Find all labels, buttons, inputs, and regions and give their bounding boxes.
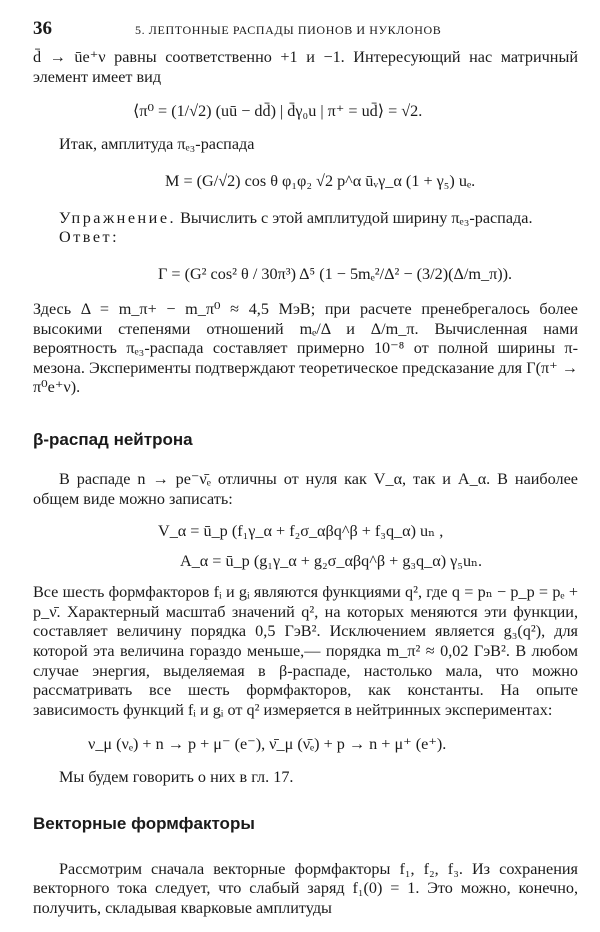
exercise-label: Упражнение. — [59, 208, 177, 227]
paragraph-vector-form-factors: Рассмотрим сначала векторные формфакторы f₁, f₂, f₃. Из сохранения векторного тока следует, что слабый заряд f₁(0) = 1. Это можно, конечно, получить, складывая кварковые амплитуды — [33, 859, 578, 918]
paragraph-intro: d̄ → ūe⁺ν равны соответственно +1 и −1. Интересующий нас матричный элемент имеет вид — [33, 48, 578, 86]
answer-label: Ответ: — [59, 228, 120, 247]
paragraph-chapter-ref: Мы будем говорить о них в гл. 17. — [59, 768, 294, 787]
paragraph-amplitude: Итак, амплитуда πₑ₃-распада — [59, 135, 255, 154]
section-heading-vector-form-factors: Векторные формфакторы — [33, 813, 255, 833]
paragraph-beta-decay: В распаде n → pe⁻ν̄ₑ отличны от нуля как V_α, так и A_α. В наиболее общем виде можно записать: — [33, 469, 578, 508]
paragraph-form-factors: Все шесть формфакторов fᵢ и gᵢ являются функциями q², где q = pₙ − p_p = pₑ + p_ν̄. Характерный масштаб значений q², на которых меняются эти функции, составляет величину порядка 0,5 ГэВ². Исключением является g₃(q²), для которой эта величина гораздо меньше,— порядка m_π² ≈ 0,02 ГэВ². В любом случае энергия, выделяемая в β-распаде, настолько мала, что можно рассматривать все шесть формфакторов, как константы. На опыте зависимость функций fᵢ и gᵢ от q² измеряется в нейтринных экспериментах: — [33, 583, 578, 719]
running-head: 5. ЛЕПТОННЫЕ РАСПАДЫ ПИОНОВ И НУКЛОНОВ — [135, 23, 442, 37]
exercise — [33, 209, 578, 229]
exercise-text: Вычислить с этой амплитудой ширину πₑ₃-распада. — [180, 208, 533, 227]
page-number: 36 — [33, 18, 52, 39]
equation-neutrino-reactions: ν_μ (νₑ) + n → p + μ⁻ (e⁻), ν̄_μ (ν̄ₑ) + p → n + μ⁺ (e⁺). — [88, 735, 447, 754]
paragraph-discussion: Здесь Δ = m_π+ − m_π⁰ ≈ 4,5 МэВ; при расчете пренебрегалось более высокими степенями отношений mₑ/Δ и Δ/m_π. Вычисленная нами вероятность πₑ₃-распада составляет примерно 10⁻⁸ от полной ширины π-мезона. Эксперименты подтверждают теоретическое предсказание для Γ(π⁺ → π⁰e⁺ν). — [33, 299, 578, 397]
equation-matrix-element: ⟨π⁰ = (1/√2) (uū − dd̄) | d̄γ₀u | π⁺ = ud̄⟩ = √2. — [133, 102, 423, 121]
equation-axial-current: A_α = ū_p (g₁γ_α + g₂σ_αβq^β + g₃q_α) γ₅uₙ. — [180, 552, 483, 571]
page — [33, 18, 578, 919]
equation-width: Γ = (G² cos² θ / 30π³) Δ⁵ (1 − 5mₑ²/Δ² − (3/2)(Δ/m_π)). — [158, 264, 513, 283]
section-heading-beta-decay: β-распад нейтрона — [33, 429, 193, 449]
equation-vector-current: V_α = ū_p (f₁γ_α + f₂σ_αβq^β + f₃q_α) uₙ , — [158, 522, 444, 541]
page-header — [33, 18, 578, 48]
equation-amplitude: M = (G/√2) cos θ φ₁φ₂ √2 p^α ūᵥγ_α (1 + γ₅) uₑ. — [165, 171, 476, 190]
